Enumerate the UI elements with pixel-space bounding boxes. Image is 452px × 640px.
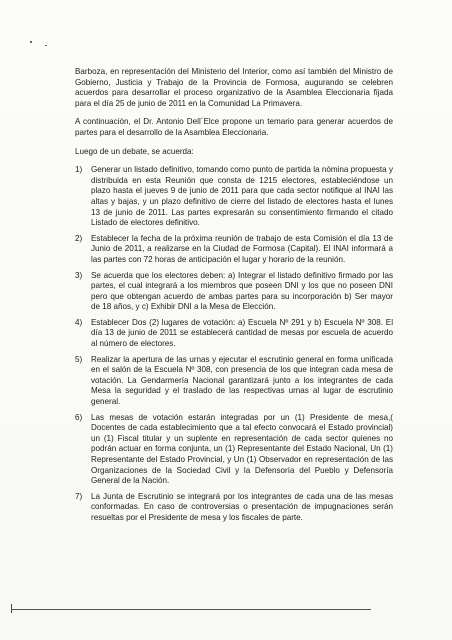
document-body	[75, 67, 393, 529]
scan-speck	[45, 45, 47, 46]
item-number: 5)	[75, 354, 83, 364]
page-bottom-rule	[11, 609, 371, 610]
agreement-list	[75, 165, 393, 523]
item-number: 6)	[75, 412, 83, 422]
list-item	[75, 492, 393, 524]
item-text: La Junta de Escrutinio se integrará por los integrantes de cada una de las mesas conformadas. En caso de controversias o presentación de impugnaciones serán resueltas por el Presidente de mesa y los fiscales de parte.	[91, 491, 393, 522]
item-number: 2)	[75, 233, 83, 243]
item-number: 3)	[75, 270, 83, 280]
list-item	[75, 355, 393, 408]
list-item	[75, 318, 393, 350]
item-text: Realizar la apertura de las urnas y ejecutar el escrutinio general en forma unificada en el salón de la Escuela Nº 308, con presencia de los que integran cada mesa de votación. La Gendarmería Nacional garantizará junto a los integrantes de cada Mesa la seguridad y el traslado de las respectivas urnas al lugar de escrutinio general.	[91, 354, 393, 407]
item-text: Las mesas de votación estarán integradas por un (1) Presidente de mesa,( Docentes de cada establecimiento que a tal efecto convocará el Estado provincial) un (1) Fiscal titular y un suplente en representación de cada sector quienes no podrán actuar en forma conjunta, un (1) Representante del Estado Nacional, Un (1) Representante del Estado Provincial, y Un (1) Observador en representación de las Organizaciones de la Sociedad Civil y la Defensoría del Pueblo y Defensoría General de la Nación.	[91, 412, 393, 486]
item-text: Establecer Dos (2) lugares de votación: a) Escuela Nº 291 y b) Escuela Nº 308. El día 13 de junio de 2011 se establecerá cantidad de mesas por escuela de acuerdo al número de electores.	[91, 317, 393, 349]
list-item	[75, 165, 393, 229]
scan-speck	[30, 41, 32, 43]
agreement-lead: Luego de un debate, se acuerda:	[75, 146, 194, 156]
item-text: Se acuerda que los electores deben: a) Integrar el listado definitivo firmado por las partes, el cual integrará a los miembros que poseen DNI y los que no poseen DNI pero que obtengan acuerdo de ambas partes para su incorporación b) Ser mayor de 18 años, y c) Exhibir DNI a la Mesa de Elección.	[91, 270, 393, 312]
item-number: 4)	[75, 317, 83, 327]
item-number: 7)	[75, 491, 83, 501]
intro-paragraph: Barboza, en representación del Ministerio del Interior, como así también del Ministro de Gobierno, Justicia y Trabajo de la Provincia de Formosa, augurando se celebren acuerdos para desarrollar el proceso organizativo de la Asamblea Eleccionaria fijada para el día 25 de junio de 2011 en la Comunidad La Primavera.	[75, 67, 393, 108]
item-text: Generar un listado definitivo, tomando como punto de partida la nómina propuesta y distribuida en esta Reunión que consta de 1215 electores, estableciéndose un plazo hasta el jueves 9 de junio de 2011 para que cada sector notifique al INAI las altas y bajas, y un plazo definitivo de cierre del listado de electores hasta el lunes 13 de junio de 2011. Las partes expresarán su consentimiento firmando el citado Listado de electores definitivo.	[91, 165, 393, 228]
list-item	[75, 413, 393, 487]
list-item	[75, 271, 393, 313]
list-item	[75, 234, 393, 266]
proposal-paragraph: A continuación, el Dr. Antonio Dell´Elce propone un temario para generar acuerdos de partes para el desarrollo de la Asamblea Eleccionaria.	[75, 117, 393, 137]
item-text: Establecer la fecha de la próxima reunión de trabajo de esta Comisión el día 13 de Junio de 2011, a realizarse en la Ciudad de Formosa (Capital). El INAI informará a las partes con 72 horas de anticipación el lugar y horario de la reunión.	[91, 233, 393, 264]
item-number: 1)	[75, 165, 83, 175]
